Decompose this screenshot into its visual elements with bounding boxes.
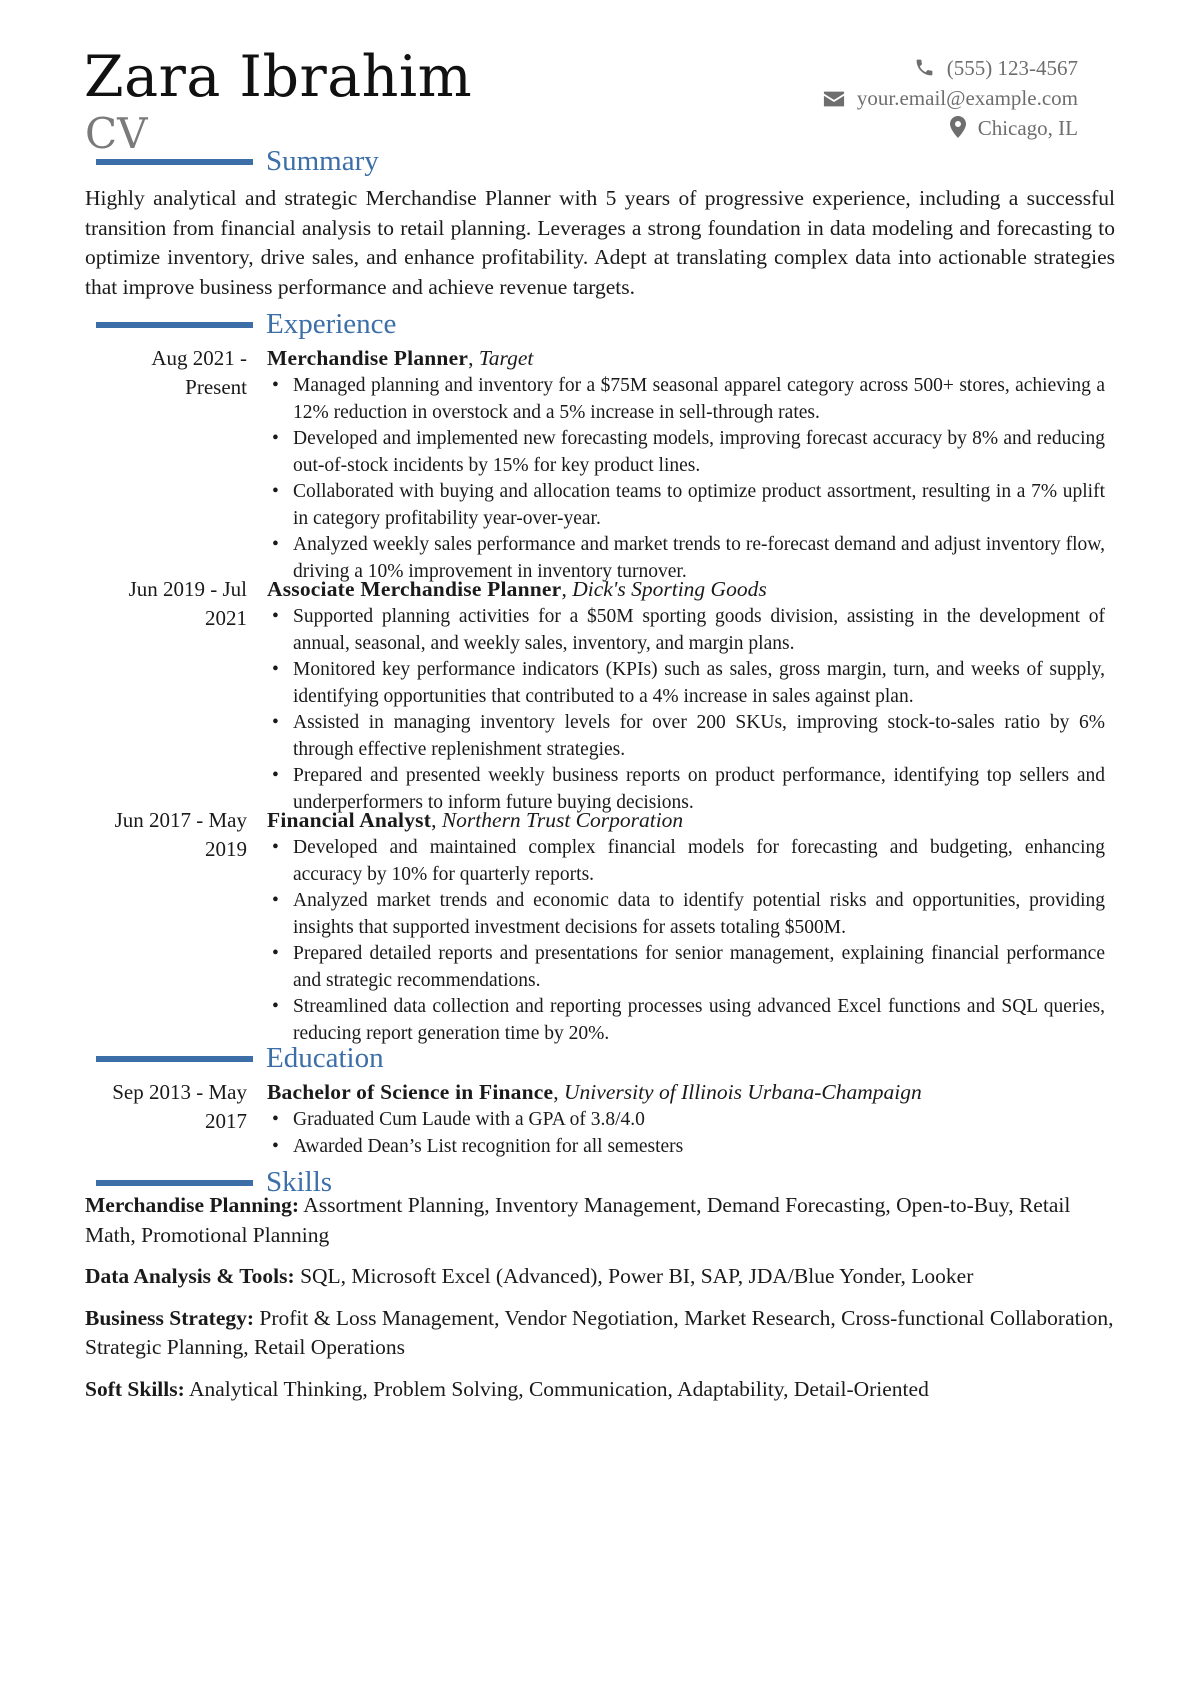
bullet-item: • Awarded Dean’s List recognition for all semesters <box>267 1134 1105 1161</box>
section-title: Skills <box>266 1166 333 1198</box>
section-title: Experience <box>266 308 397 340</box>
bullet-item: • Collaborated with buying and allocation teams to optimize product assortment, resulting in a 7% uplift in category profitability year-over-year. <box>267 479 1105 532</box>
section-rule <box>96 322 253 328</box>
education-heading-line: Bachelor of Science in Finance, University of Illinois Urbana-Champaign <box>267 1080 922 1104</box>
bullet-item: • Analyzed market trends and economic data to identify potential risks and opportunities, providing insights that supported investment decisions for assets totaling $500M. <box>267 888 1105 941</box>
section-rule <box>96 1180 253 1186</box>
skill-group <box>85 1191 1115 1250</box>
section-title: Education <box>266 1042 384 1074</box>
education-dates: Sep 2013 - May 2017 <box>112 1080 247 1133</box>
bullet-item: • Monitored key performance indicators (KPIs) such as sales, gross margin, turn, and weeks of supply, identifying opportunities that contributed to a 4% increase in sales against plan. <box>267 657 1105 710</box>
contact-block <box>823 53 1078 143</box>
skill-items: Profit & Loss Management, Vendor Negotiation, Market Research, Cross-functional Collaboration, Strategic Planning, Retail Operations <box>85 1305 1114 1359</box>
bullet-item: • Supported planning activities for a $50M sporting goods division, assisting in the development of annual, seasonal, and weekly sales, inventory, and margin plans. <box>267 604 1105 657</box>
skill-items: SQL, Microsoft Excel (Advanced), Power BI, SAP, JDA/Blue Yonder, Looker <box>300 1264 974 1288</box>
document-subtitle: CV <box>85 109 148 158</box>
contact-phone[interactable] <box>823 53 1078 83</box>
candidate-name: Zara Ibrahim <box>84 44 473 110</box>
email-text: your.email@example.com <box>856 86 1078 110</box>
skill-category: Business Strategy: <box>85 1305 255 1330</box>
contact-email[interactable] <box>823 83 1078 113</box>
location-text: Chicago, IL <box>977 116 1078 140</box>
job-dates: Aug 2021 - Present <box>151 346 247 399</box>
skill-group <box>85 1262 1115 1292</box>
bullet-item: • Analyzed weekly sales performance and market trends to re-forecast demand and adjust inventory flow, driving a 10% improvement in inventory turnover. <box>267 532 1105 585</box>
job-body <box>267 575 1105 816</box>
skill-items: Assortment Planning, Inventory Management, Demand Forecasting, Open-to-Buy, Retail Math, Promotional Planning <box>85 1193 1071 1247</box>
section-rule <box>96 1056 253 1062</box>
section-rule <box>96 159 253 165</box>
job-body <box>267 344 1105 585</box>
job-heading: Associate Merchandise Planner, Dick's Sporting Goods <box>267 577 767 601</box>
bullet-item: • Prepared and presented weekly business reports on product performance, identifying top sellers and underperformers to inform future buying decisions. <box>267 763 1105 816</box>
bullet-item: • Prepared detailed reports and presentations for senior management, explaining financial performance and strategic recommendations. <box>267 941 1105 994</box>
education-bullets <box>267 1107 1105 1160</box>
bullet-item: • Developed and maintained complex financial models for forecasting and budgeting, enhancing accuracy by 10% for quarterly reports. <box>267 835 1105 888</box>
job-body <box>267 806 1105 1047</box>
job-title: Merchandise Planner <box>267 346 469 370</box>
phone-icon <box>914 57 935 78</box>
school: University of Illinois Urbana-Champaign <box>564 1080 922 1104</box>
skill-category: Soft Skills: <box>85 1376 185 1401</box>
skill-group <box>85 1304 1115 1363</box>
skill-group <box>85 1375 1115 1405</box>
degree: Bachelor of Science in Finance <box>267 1080 554 1104</box>
bullet-item: • Assisted in managing inventory levels for over 200 SKUs, improving stock-to-sales ratio by 6% through effective replenishment strategies. <box>267 710 1105 763</box>
contact-location <box>823 113 1078 143</box>
job-bullets <box>267 835 1105 1047</box>
skill-items: Analytical Thinking, Problem Solving, Communication, Adaptability, Detail-Oriented <box>188 1376 929 1401</box>
job-dates: Jun 2017 - May 2019 <box>114 808 247 861</box>
job-company: Dick's Sporting Goods <box>572 577 767 601</box>
envelope-icon <box>823 90 845 108</box>
bullet-item: • Developed and implemented new forecasting models, improving forecast accuracy by 8% and reducing out-of-stock incidents by 15% for key product lines. <box>267 426 1105 479</box>
job-company: Northern Trust Corporation <box>441 808 684 832</box>
job-heading: Financial Analyst, Northern Trust Corporation <box>267 808 684 832</box>
skill-category: Data Analysis & Tools: <box>85 1264 295 1288</box>
job-title: Associate Merchandise Planner <box>267 577 562 601</box>
job-dates: Jun 2019 - Jul 2021 <box>128 577 247 630</box>
job-bullets <box>267 373 1105 585</box>
job-company: Target <box>478 346 534 370</box>
job-bullets <box>267 604 1105 816</box>
job-title: Financial Analyst <box>267 808 432 832</box>
bullet-item: • Streamlined data collection and reporting processes using advanced Excel functions and SQL queries, reducing report generation time by 20%. <box>267 994 1105 1047</box>
summary-text: Highly analytical and strategic Merchandise Planner with 5 years of progressive experience, including a successful transition from financial analysis to retail planning. Leverages a strong foundation in data modeling and forecasting to optimize inventory, drive sales, and enhance profitability. Adept at translating complex data into actionable strategies that improve business performance and achieve revenue targets. <box>85 186 1115 299</box>
skill-category: Merchandise Planning: <box>85 1193 300 1217</box>
education-body <box>267 1078 1105 1160</box>
job-heading: Merchandise Planner, Target <box>267 346 534 370</box>
bullet-item: • Managed planning and inventory for a $75M seasonal apparel category across 500+ stores, achieving a 12% reduction in overstock and a 5% increase in sell-through rates. <box>267 373 1105 426</box>
section-title: Summary <box>266 145 379 177</box>
phone-text: (555) 123-4567 <box>946 56 1078 80</box>
bullet-item: • Graduated Cum Laude with a GPA of 3.8/4.0 <box>267 1107 1105 1134</box>
map-pin-icon <box>950 116 966 138</box>
skills-list <box>85 1191 1115 1416</box>
